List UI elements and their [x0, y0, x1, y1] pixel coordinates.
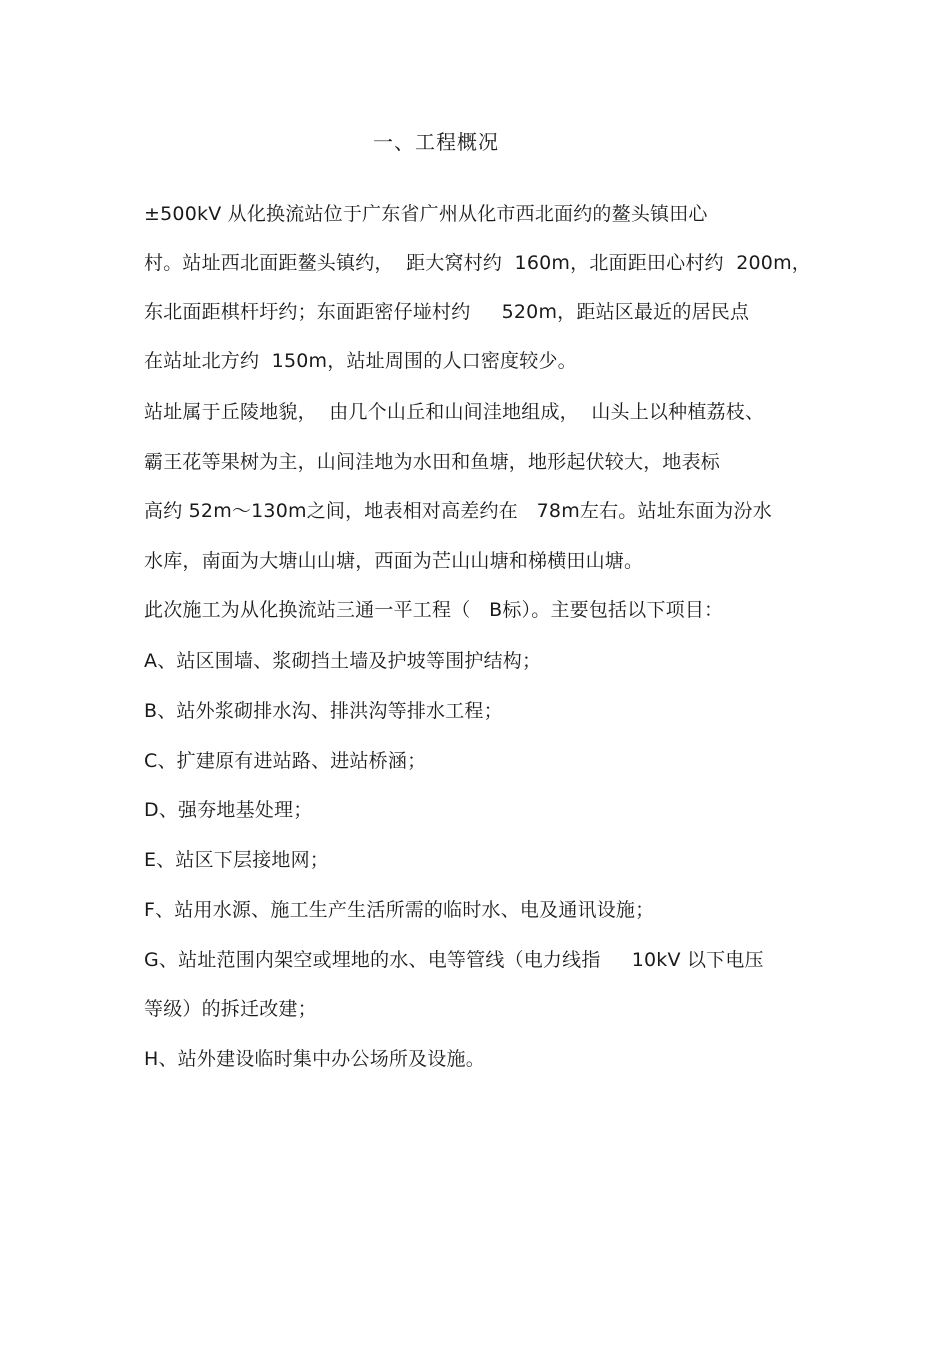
paragraph-2-line-1: 站址属于丘陵地貌， 由几个山丘和山间洼地组成， 山头上以种植荔枝、	[144, 401, 765, 423]
paragraph-2-line-4: 水库，南面为大塘山山塘，西面为芒山山塘和梯横田山塘。	[144, 550, 644, 572]
list-item-b: B、站外浆砌排水沟、排洪沟等排水工程；	[144, 700, 503, 722]
list-item-g-line-1: G、站址范围内架空或埋地的水、电等管线（电力线指 10kV 以下电压	[144, 949, 764, 971]
list-item-f: F、站用水源、施工生产生活所需的临时水、电及通讯设施；	[144, 899, 655, 921]
paragraph-1-line-4: 在站址北方约 150m，站址周围的人口密度较少。	[144, 350, 577, 372]
paragraph-2-line-2: 霸王花等果树为主，山间洼地为水田和鱼塘，地形起伏较大，地表标	[144, 451, 721, 473]
list-item-a: A、站区围墙、浆砌挡土墙及护坡等围护结构；	[144, 650, 542, 672]
list-item-h: H、站外建设临时集中办公场所及设施。	[144, 1048, 485, 1070]
paragraph-1-line-3: 东北面距棋杆圩约；东面距密仔𡌶村约 520m，距站区最近的居民点	[144, 301, 750, 323]
paragraph-1-line-2: 村。站址西北面距鳌头镇约， 距大窝村约 160m，北面距田心村约 200m，	[144, 252, 811, 274]
list-item-g-line-2: 等级）的拆迁改建；	[144, 998, 317, 1020]
paragraph-2-line-3: 高约 52m～130m之间，地表相对高差约在 78m左右。站址东面为汾水	[144, 500, 772, 522]
section-title: 一、工程概况	[373, 130, 499, 154]
paragraph-1-line-1: ±500kV 从化换流站位于广东省广州从化市西北面约的鳌头镇田心	[144, 203, 708, 225]
list-item-d: D、强夯地基处理；	[144, 799, 313, 821]
paragraph-3-line-1: 此次施工为从化换流站三通一平工程（ B标）。主要包括以下项目：	[144, 599, 724, 621]
list-item-c: C、扩建原有进站路、进站桥涵；	[144, 750, 427, 772]
list-item-e: E、站区下层接地网；	[144, 849, 330, 871]
